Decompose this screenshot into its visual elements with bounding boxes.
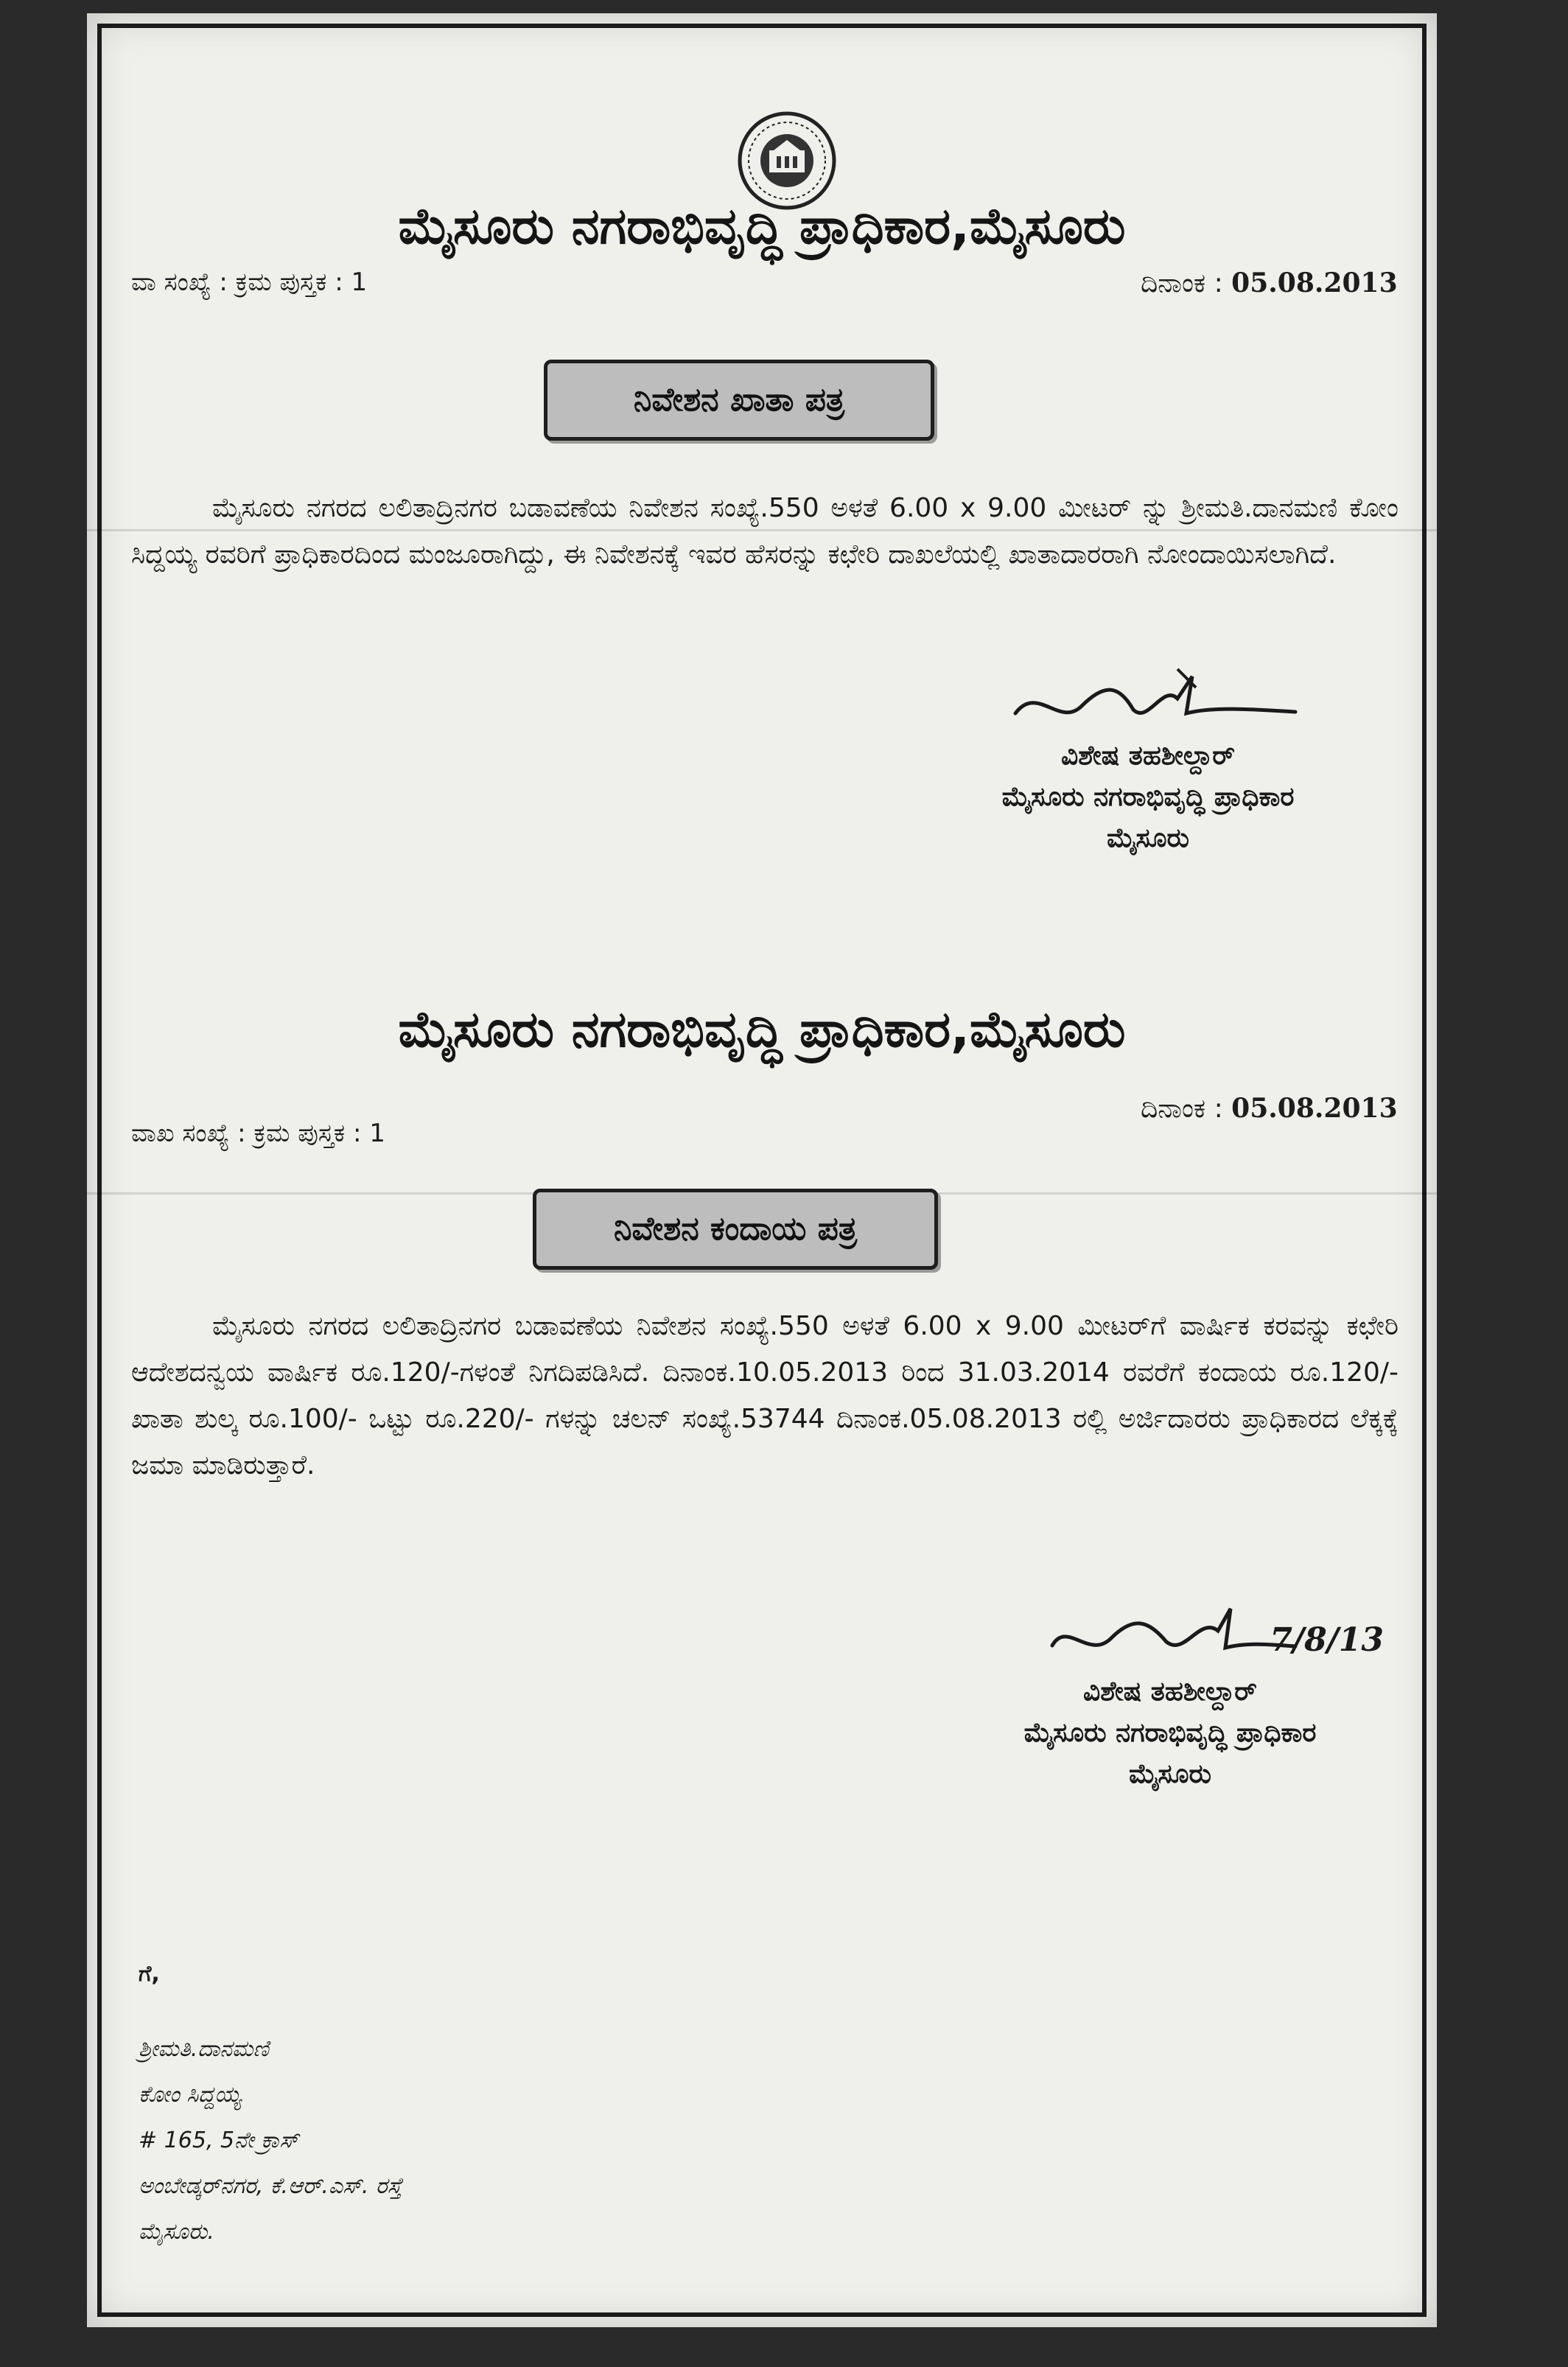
reference-number <box>131 1119 385 1148</box>
date-label: ದಿನಾಂಕ : <box>1141 1094 1223 1124</box>
signatory-office: ಮೈಸೂರು ನಗರಾಭಿವೃದ್ಧಿ ಪ್ರಾಧಿಕಾರ <box>1023 1718 1317 1748</box>
signatory-city: ಮೈಸೂರು <box>1107 823 1189 853</box>
address-line: # 165, 5ನೇ ಕ್ರಾಸ್ <box>139 2127 299 2153</box>
signatory-designation: ವಿಶೇಷ ತಹಶೀಲ್ದಾರ್ <box>1083 1677 1257 1707</box>
signature-icon <box>993 654 1303 735</box>
signatory-designation: ವಿಶೇಷ ತಹಶೀಲ್ದಾರ್ <box>1061 741 1235 771</box>
document-sheet <box>87 13 1437 2327</box>
tax-certificate-body: ಮೈಸೂರು ನಗರದ ಲಲಿತಾದ್ರಿನಗರ ಬಡಾವಣೆಯ ನಿವೇಶನ ಸಂಖ್ಯೆ.550 ಅಳತೆ 6.00 x 9.00 ಮೀಟರ್‌ಗೆ ವಾರ್ಷಿಕ ಕರವನ್ನು ಕಛೇರಿ ಆದೇಶದನ್ವಯ ವಾರ್ಷಿಕ ರೂ.120/-ಗಳಂತೆ ನಿಗದಿಪಡಿಸಿದೆ. ದಿನಾಂಕ.10.05.2013 ರಿಂದ 31.03.2014 ರವರೆಗೆ ಕಂದಾಯ ರೂ.120/- ಖಾತಾ ಶುಲ್ಕ ರೂ.100/- ಒಟ್ಟು ರೂ.220/- ಗಳನ್ನು ಚಲನ್ ಸಂಖ್ಯೆ.53744 ದಿನಾಂಕ.05.08.2013 ರಲ್ಲಿ ಅರ್ಜಿದಾರರು ಪ್ರಾಧಿಕಾರದ ಲೆಕ್ಕಕ್ಕೆ ಜಮಾ ಮಾಡಿರುತ್ತಾರೆ. <box>131 1311 1399 1480</box>
address-line: ಕೋಂ ಸಿದ್ದಯ್ಯ <box>139 2082 242 2108</box>
document-date <box>1141 268 1398 299</box>
authority-heading: ಮೈಸೂರು ನಗರಾಭಿವೃದ್ಧಿ ಪ್ರಾಧಿಕಾರ,ಮೈಸೂರು <box>398 1001 1126 1059</box>
khata-certificate-body: ಮೈಸೂರು ನಗರದ ಲಲಿತಾದ್ರಿನಗರ ಬಡಾವಣೆಯ ನಿವೇಶನ ಸಂಖ್ಯೆ.550 ಅಳತೆ 6.00 x 9.00 ಮೀಟರ್ ನ್ನು ಶ್ರೀಮತಿ.ದಾನಮಣಿ ಕೋಂ ಸಿದ್ದಯ್ಯ ರವರಿಗೆ ಪ್ರಾಧಿಕಾರದಿಂದ ಮಂಜೂರಾಗಿದ್ದು, ಈ ನಿವೇಶನಕ್ಕೆ ಇವರ ಹೆಸರನ್ನು ಕಛೇರಿ ದಾಖಲೆಯಲ್ಲಿ ಖಾತಾದಾರರಾಗಿ ನೋಂದಾಯಿಸಲಾಗಿದೆ. <box>131 493 1399 570</box>
reference-label: ವಾ ಸಂಖ್ಯೆ : <box>131 268 228 297</box>
authority-heading: ಮೈಸೂರು ನಗರಾಭಿವೃದ್ಧಿ ಪ್ರಾಧಿಕಾರ,ಮೈಸೂರು <box>398 197 1126 256</box>
reference-value: ಕ್ರಮ ಪುಸ್ತಕ : 1 <box>253 1119 385 1148</box>
address-line: ಮೈಸೂರು. <box>139 2219 214 2245</box>
signatory-block <box>920 654 1376 859</box>
document-date <box>1141 1093 1398 1125</box>
khata-certificate-title: ನಿವೇಶನ ಖಾತಾ ಪತ್ರ <box>544 360 934 441</box>
authority-seal-icon <box>735 109 839 212</box>
address-to: ಗೆ, <box>139 1961 160 1987</box>
signature-icon <box>1037 1590 1303 1671</box>
signatory-block <box>934 1590 1406 1795</box>
tax-certificate-title: ನಿವೇಶನ ಕಂದಾಯ ಪತ್ರ <box>533 1189 938 1270</box>
date-value: 05.08.2013 <box>1231 1093 1398 1124</box>
address-line: ಶ್ರೀಮತಿ.ದಾನಮಣಿ <box>139 2036 269 2062</box>
signatory-office: ಮೈಸೂರು ನಗರಾಭಿವೃದ್ಧಿ ಪ್ರಾಧಿಕಾರ <box>1001 782 1295 812</box>
signature-date: 7/8/13 <box>1270 1621 1384 1659</box>
date-label: ದಿನಾಂಕ : <box>1141 268 1223 298</box>
reference-value: ಕ್ರಮ ಪುಸ್ತಕ : 1 <box>235 268 368 297</box>
reference-label: ವಾಖ ಸಂಖ್ಯೆ : <box>131 1119 246 1148</box>
reference-number <box>131 268 367 297</box>
date-value: 05.08.2013 <box>1231 268 1398 298</box>
recipient-address <box>139 1951 402 2255</box>
address-line: ಅಂಬೇಡ್ಕರ್‌ನಗರ, ಕೆ.ಆರ್.ಎಸ್. ರಸ್ತೆ <box>139 2173 402 2199</box>
signatory-city: ಮೈಸೂರು <box>1129 1759 1211 1789</box>
